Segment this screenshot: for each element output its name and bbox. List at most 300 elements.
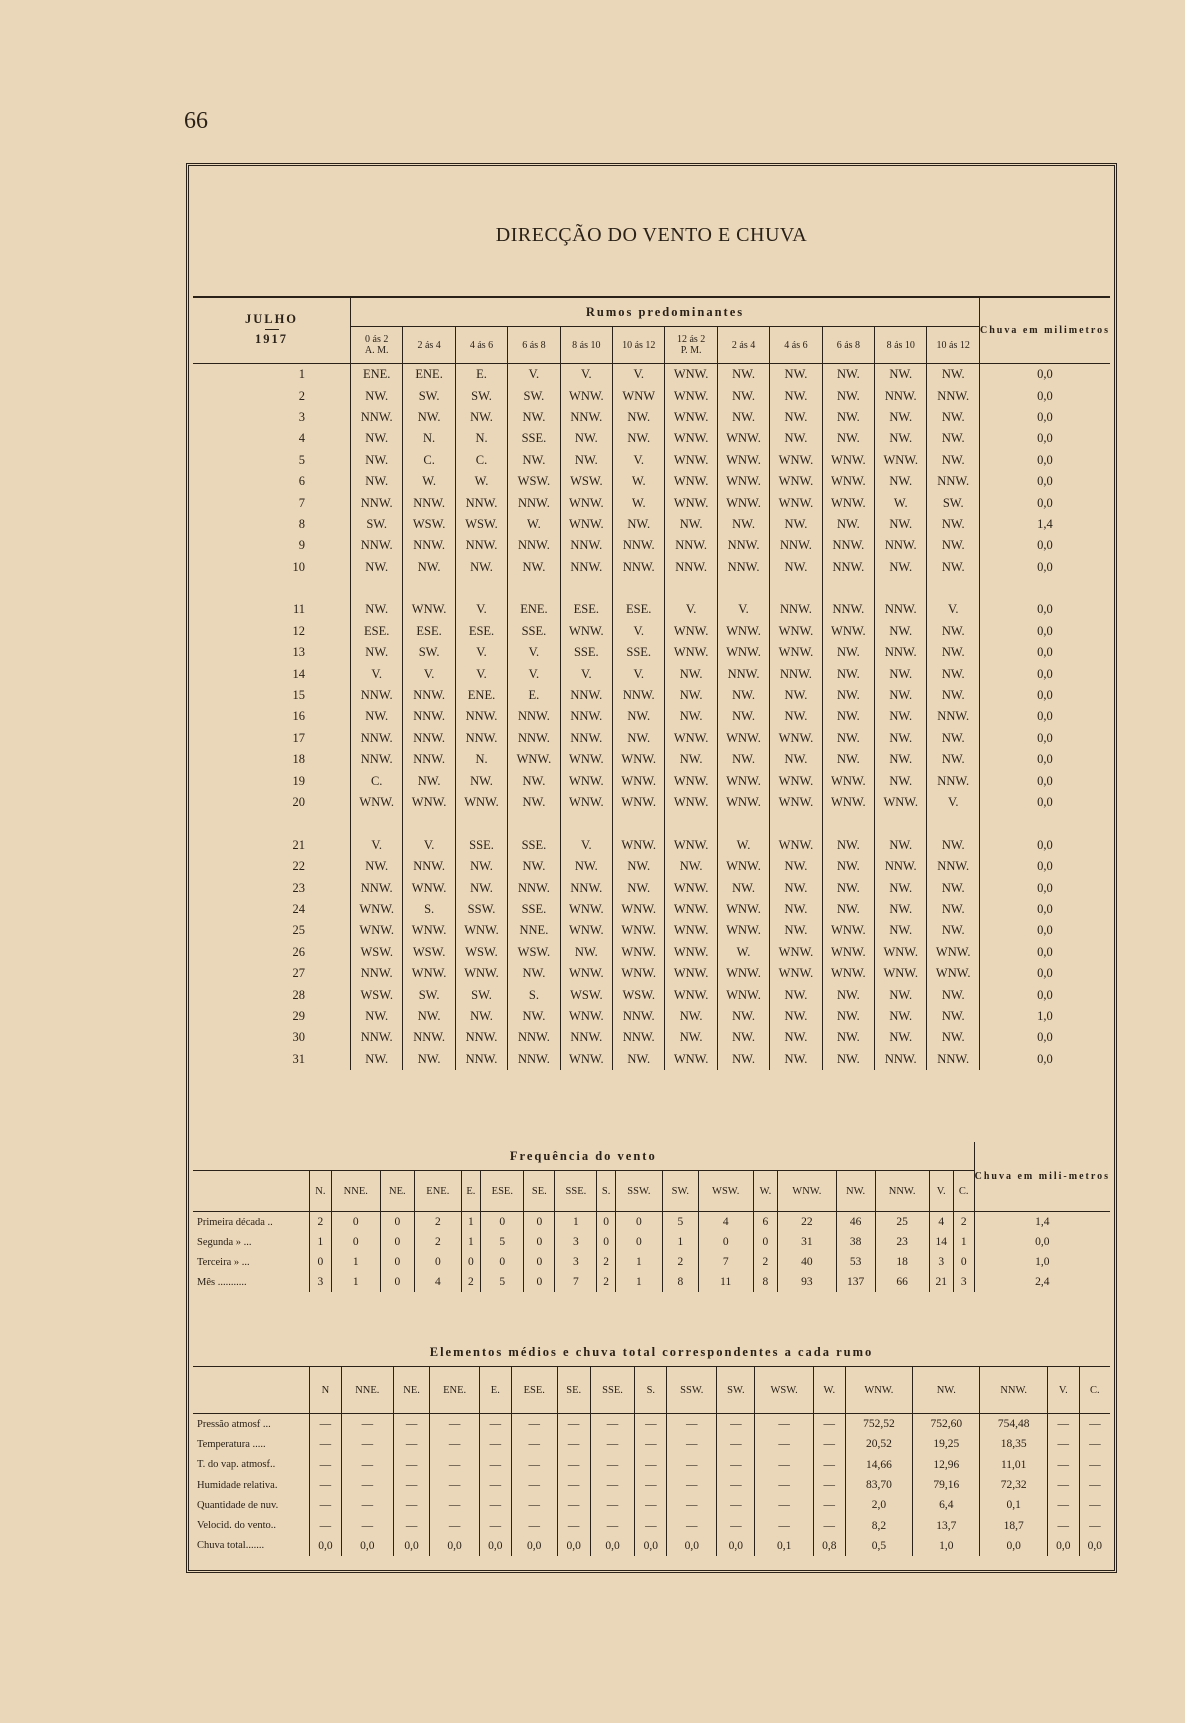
direction-cell: NW. bbox=[927, 685, 980, 706]
row-label: Quantidade de nuv. bbox=[193, 1495, 310, 1515]
table-row bbox=[193, 1434, 1110, 1454]
direction-cell: NW. bbox=[717, 877, 769, 898]
direction-cell: WNW. bbox=[770, 963, 822, 984]
table-row bbox=[193, 1212, 1110, 1233]
table-row bbox=[193, 1006, 1110, 1027]
direction-cell: WNW. bbox=[770, 942, 822, 963]
direction-cell: NNW. bbox=[351, 963, 403, 984]
frequency-cell: 31 bbox=[778, 1232, 836, 1252]
direction-cell: NNW. bbox=[770, 663, 822, 684]
gap-cell bbox=[455, 578, 507, 599]
gap-cell bbox=[927, 578, 980, 599]
day-cell: 17 bbox=[193, 728, 351, 749]
gap-cell bbox=[508, 813, 560, 834]
direction-cell: V. bbox=[455, 642, 507, 663]
direction-cell: WNW. bbox=[875, 450, 927, 471]
element-cell: — bbox=[755, 1515, 814, 1535]
direction-cell: V. bbox=[455, 599, 507, 620]
rain-cell: 1,0 bbox=[974, 1252, 1110, 1272]
element-cell: — bbox=[1089, 1499, 1101, 1512]
day-cell: 22 bbox=[193, 856, 351, 877]
frequency-cell: 2 bbox=[597, 1272, 615, 1292]
direction-cell: NW. bbox=[875, 1027, 927, 1048]
element-cell: — bbox=[479, 1414, 511, 1435]
frequency-cell: 1 bbox=[555, 1212, 597, 1233]
element-cell: 83,70 bbox=[845, 1475, 912, 1495]
element-cell: 752,60 bbox=[913, 1414, 980, 1435]
mean-elements-body bbox=[193, 1414, 1110, 1557]
direction-cell: NNW. bbox=[351, 1027, 403, 1048]
direction-header-cell: ESE. bbox=[481, 1171, 524, 1212]
direction-cell: NW. bbox=[613, 407, 665, 428]
direction-cell: NW. bbox=[770, 428, 822, 449]
rain-cell: 0,0 bbox=[979, 706, 1110, 727]
element-cell: — bbox=[430, 1495, 480, 1515]
direction-cell: NW. bbox=[875, 899, 927, 920]
direction-cell: WNW. bbox=[770, 728, 822, 749]
direction-cell: NW. bbox=[822, 1006, 874, 1027]
direction-cell: WNW. bbox=[717, 920, 769, 941]
element-cell: 1,0 bbox=[913, 1536, 980, 1556]
element-cell: — bbox=[667, 1414, 717, 1435]
element-cell: — bbox=[430, 1455, 480, 1475]
direction-cell: NW. bbox=[875, 514, 927, 535]
frequency-cell: 2 bbox=[414, 1232, 461, 1252]
direction-cell: WNW. bbox=[665, 920, 717, 941]
direction-cell: WNW. bbox=[822, 621, 874, 642]
frequency-cell: 25 bbox=[875, 1212, 929, 1233]
element-cell: — bbox=[667, 1455, 717, 1475]
direction-cell: WNW. bbox=[822, 770, 874, 791]
element-cell: — bbox=[590, 1495, 635, 1515]
direction-cell: NW. bbox=[613, 514, 665, 535]
direction-cell: NW. bbox=[717, 407, 769, 428]
element-cell: — bbox=[1089, 1458, 1101, 1471]
direction-cell: NW. bbox=[875, 685, 927, 706]
direction-cell: C. bbox=[455, 450, 507, 471]
direction-cell: NNW. bbox=[770, 535, 822, 556]
direction-cell: NW. bbox=[822, 706, 874, 727]
element-cell: — bbox=[667, 1475, 717, 1495]
direction-cell: NW. bbox=[717, 685, 769, 706]
direction-cell: ESE. bbox=[560, 599, 612, 620]
direction-cell: WSW. bbox=[455, 942, 507, 963]
element-cell: — bbox=[635, 1434, 667, 1454]
frequency-cell: 0 bbox=[380, 1212, 414, 1233]
direction-cell: NW. bbox=[351, 1049, 403, 1070]
rain-cell: 0,0 bbox=[979, 942, 1110, 963]
element-cell: 0,0 bbox=[557, 1536, 590, 1556]
direction-cell: WNW. bbox=[822, 492, 874, 513]
time-header-cell bbox=[560, 327, 612, 364]
direction-cell: NNW. bbox=[613, 1006, 665, 1027]
frequency-cell: 2 bbox=[662, 1252, 698, 1272]
direction-cell: NNW. bbox=[403, 492, 455, 513]
row-label: T. do vap. atmosf.. bbox=[193, 1455, 310, 1475]
direction-cell: NW. bbox=[875, 428, 927, 449]
element-cell: — bbox=[393, 1495, 429, 1515]
direction-cell: NNW. bbox=[560, 1027, 612, 1048]
element-cell: — bbox=[717, 1495, 755, 1515]
element-cell: — bbox=[479, 1434, 511, 1454]
element-cell: — bbox=[813, 1515, 845, 1535]
direction-cell: SW. bbox=[508, 385, 560, 406]
direction-cell: NNW. bbox=[508, 1027, 560, 1048]
direction-cell: WNW. bbox=[403, 920, 455, 941]
direction-cell: WNW. bbox=[717, 428, 769, 449]
wind-frequency-table bbox=[193, 1142, 1110, 1292]
direction-cell: WNW. bbox=[717, 471, 769, 492]
element-cell: — bbox=[717, 1455, 755, 1475]
direction-cell: WNW. bbox=[875, 963, 927, 984]
rain-cell: 0,0 bbox=[979, 557, 1110, 578]
direction-cell: NW. bbox=[822, 407, 874, 428]
direction-cell: NW. bbox=[717, 385, 769, 406]
gap-cell bbox=[455, 813, 507, 834]
frequency-cell: 0 bbox=[414, 1252, 461, 1272]
rain-cell: 0,0 bbox=[979, 792, 1110, 813]
day-cell: 9 bbox=[193, 535, 351, 556]
direction-cell: WNW. bbox=[927, 963, 980, 984]
element-cell: — bbox=[1089, 1519, 1101, 1532]
rain-cell: 0,0 bbox=[974, 1232, 1110, 1252]
direction-header-cell: W. bbox=[813, 1367, 845, 1414]
element-cell: 0,5 bbox=[845, 1536, 912, 1556]
table-row bbox=[193, 1252, 1110, 1272]
time-label: 8 ás 10 bbox=[572, 339, 601, 351]
direction-cell: NW. bbox=[875, 364, 927, 386]
direction-cell: NW. bbox=[770, 1006, 822, 1027]
element-cell: 0,0 bbox=[479, 1536, 511, 1556]
rain-cell: 0,0 bbox=[979, 835, 1110, 856]
rain-cell: 1,4 bbox=[979, 514, 1110, 535]
direction-cell: WNW. bbox=[613, 835, 665, 856]
direction-cell: NW. bbox=[770, 385, 822, 406]
direction-cell: WNW. bbox=[665, 492, 717, 513]
direction-cell: NW. bbox=[927, 1027, 980, 1048]
rain-cell: 0,0 bbox=[979, 385, 1110, 406]
direction-header-cell: ESE. bbox=[511, 1367, 557, 1414]
element-cell: 12,96 bbox=[913, 1455, 980, 1475]
time-label: 12 ás 2 bbox=[676, 334, 706, 345]
direction-cell: WNW. bbox=[560, 920, 612, 941]
direction-header-cell: S. bbox=[597, 1171, 615, 1212]
table-row bbox=[193, 471, 1110, 492]
direction-cell: WNW. bbox=[613, 942, 665, 963]
direction-cell: V. bbox=[560, 364, 612, 386]
element-cell: — bbox=[717, 1414, 755, 1435]
direction-cell: WSW. bbox=[455, 514, 507, 535]
direction-cell: NNW. bbox=[508, 728, 560, 749]
table-row bbox=[193, 663, 1110, 684]
direction-cell: ESE. bbox=[613, 599, 665, 620]
direction-cell: WNW. bbox=[665, 1049, 717, 1070]
month-year-header bbox=[193, 298, 351, 364]
direction-cell: NNW. bbox=[351, 685, 403, 706]
mean-elements-caption: Elementos médios e chuva total correspondentes a cada rumo bbox=[193, 1338, 1110, 1367]
day-cell: 6 bbox=[193, 471, 351, 492]
element-cell: — bbox=[430, 1515, 480, 1535]
direction-header-cell: V. bbox=[1047, 1367, 1079, 1414]
table-row bbox=[193, 1414, 1110, 1435]
frequency-cell: 0 bbox=[380, 1252, 414, 1272]
direction-cell: ESE. bbox=[455, 621, 507, 642]
time-header-cell bbox=[613, 327, 665, 364]
direction-cell: NW. bbox=[770, 407, 822, 428]
direction-header-cell: NNW. bbox=[980, 1367, 1047, 1414]
direction-cell: NW. bbox=[927, 899, 980, 920]
frequency-cell: 1 bbox=[953, 1232, 974, 1252]
direction-cell: WNW. bbox=[560, 385, 612, 406]
direction-cell: NW. bbox=[927, 663, 980, 684]
rain-cell: 0,0 bbox=[979, 984, 1110, 1005]
direction-cell: NNW. bbox=[717, 535, 769, 556]
direction-cell: V. bbox=[403, 663, 455, 684]
direction-cell: ESE. bbox=[351, 621, 403, 642]
rain-cell: 0,0 bbox=[979, 728, 1110, 749]
direction-cell: NW. bbox=[560, 942, 612, 963]
wind-direction-table bbox=[193, 298, 1110, 1070]
frequency-cell: 8 bbox=[662, 1272, 698, 1292]
frequency-cell: 4 bbox=[414, 1272, 461, 1292]
mean-elements-table bbox=[193, 1338, 1110, 1556]
direction-cell: WSW. bbox=[351, 942, 403, 963]
element-cell: — bbox=[557, 1434, 590, 1454]
direction-cell: NW. bbox=[717, 1027, 769, 1048]
time-label: 6 ás 8 bbox=[836, 339, 861, 351]
direction-header-cell: NE. bbox=[393, 1367, 429, 1414]
decade-gap-row bbox=[193, 813, 1110, 834]
direction-cell: WNW. bbox=[351, 920, 403, 941]
direction-cell: NW. bbox=[770, 514, 822, 535]
frequency-cell: 0 bbox=[524, 1272, 555, 1292]
direction-cell: NNW. bbox=[560, 535, 612, 556]
direction-cell: W. bbox=[875, 492, 927, 513]
direction-cell: NW. bbox=[927, 1006, 980, 1027]
frequency-cell: 4 bbox=[929, 1212, 953, 1233]
chuva-header-label: Chuva em milimetros bbox=[979, 325, 1110, 336]
table-row bbox=[193, 984, 1110, 1005]
direction-cell: WNW. bbox=[717, 450, 769, 471]
direction-cell: WSW. bbox=[508, 942, 560, 963]
direction-cell: NW. bbox=[351, 428, 403, 449]
direction-cell: WNW. bbox=[613, 920, 665, 941]
direction-cell: WNW. bbox=[560, 899, 612, 920]
direction-cell: NW. bbox=[927, 407, 980, 428]
rain-cell: 0,0 bbox=[979, 749, 1110, 770]
direction-cell: C. bbox=[403, 450, 455, 471]
gap-cell bbox=[560, 813, 612, 834]
table-row bbox=[193, 1455, 1110, 1475]
frequency-cell: 0 bbox=[597, 1212, 615, 1233]
gap-cell bbox=[875, 578, 927, 599]
direction-cell: NW. bbox=[613, 877, 665, 898]
direction-cell: NW. bbox=[927, 984, 980, 1005]
element-cell: — bbox=[667, 1434, 717, 1454]
direction-cell: E. bbox=[508, 685, 560, 706]
gap-cell bbox=[508, 578, 560, 599]
time-label: 2 ás 4 bbox=[731, 339, 756, 351]
day-cell: 27 bbox=[193, 963, 351, 984]
direction-cell: WNW. bbox=[717, 899, 769, 920]
direction-cell: NW. bbox=[927, 835, 980, 856]
direction-cell: NNW. bbox=[822, 599, 874, 620]
direction-cell: WNW. bbox=[665, 963, 717, 984]
direction-cell: S. bbox=[403, 899, 455, 920]
direction-cell: WNW. bbox=[927, 942, 980, 963]
rain-cell: 0,0 bbox=[979, 471, 1110, 492]
gap-cell bbox=[665, 578, 717, 599]
time-header-cell bbox=[717, 327, 769, 364]
day-cell: 29 bbox=[193, 1006, 351, 1027]
direction-cell: NW. bbox=[770, 364, 822, 386]
element-cell: — bbox=[755, 1434, 814, 1454]
direction-cell: WSW. bbox=[351, 984, 403, 1005]
element-cell: 0,0 bbox=[1047, 1536, 1079, 1556]
direction-cell: NNW. bbox=[508, 706, 560, 727]
direction-cell: WSW. bbox=[560, 984, 612, 1005]
direction-cell: NNW. bbox=[455, 706, 507, 727]
day-cell: 7 bbox=[193, 492, 351, 513]
direction-cell: WNW. bbox=[455, 792, 507, 813]
direction-cell: V. bbox=[560, 663, 612, 684]
direction-cell: WNW. bbox=[770, 450, 822, 471]
element-cell: — bbox=[667, 1515, 717, 1535]
direction-cell: NW. bbox=[508, 450, 560, 471]
direction-cell: WNW. bbox=[665, 984, 717, 1005]
rain-cell: 0,0 bbox=[979, 450, 1110, 471]
direction-cell: WNW. bbox=[717, 963, 769, 984]
direction-cell: WNW. bbox=[717, 856, 769, 877]
direction-cell: NNW. bbox=[560, 728, 612, 749]
element-cell: — bbox=[393, 1455, 429, 1475]
direction-cell: SSE. bbox=[508, 835, 560, 856]
direction-cell: NW. bbox=[717, 1049, 769, 1070]
direction-header-cell: C. bbox=[953, 1171, 974, 1212]
element-cell: — bbox=[341, 1455, 393, 1475]
direction-header-cell: ENE. bbox=[430, 1367, 480, 1414]
frequency-cell: 1 bbox=[461, 1212, 481, 1233]
direction-cell: NW. bbox=[927, 728, 980, 749]
direction-cell: WNW. bbox=[665, 899, 717, 920]
direction-cell: NNW. bbox=[351, 535, 403, 556]
frequency-cell: 8 bbox=[753, 1272, 777, 1292]
direction-cell: SSE. bbox=[508, 621, 560, 642]
direction-cell: NW. bbox=[822, 899, 874, 920]
table-row bbox=[193, 1049, 1110, 1070]
direction-cell: NW. bbox=[613, 728, 665, 749]
direction-cell: NW. bbox=[822, 856, 874, 877]
frequency-cell: 53 bbox=[836, 1252, 875, 1272]
element-cell: 0,0 bbox=[341, 1536, 393, 1556]
gap-cell bbox=[717, 813, 769, 834]
element-cell: 79,16 bbox=[913, 1475, 980, 1495]
element-cell: — bbox=[1089, 1479, 1101, 1492]
element-cell: — bbox=[430, 1434, 480, 1454]
element-cell: — bbox=[755, 1455, 814, 1475]
frequency-cell: 1 bbox=[331, 1272, 380, 1292]
frequency-cell: 2 bbox=[461, 1272, 481, 1292]
direction-cell: WNW. bbox=[770, 471, 822, 492]
element-cell: — bbox=[310, 1495, 342, 1515]
direction-cell: NNE. bbox=[508, 920, 560, 941]
frequency-cell: 0 bbox=[524, 1212, 555, 1233]
element-cell: — bbox=[430, 1414, 480, 1435]
element-cell: — bbox=[1047, 1515, 1079, 1535]
day-cell: 24 bbox=[193, 899, 351, 920]
direction-cell: WNW. bbox=[717, 621, 769, 642]
direction-header-cell: WNW. bbox=[778, 1171, 836, 1212]
time-header-cell bbox=[403, 327, 455, 364]
direction-cell: V. bbox=[665, 599, 717, 620]
table-row bbox=[193, 749, 1110, 770]
gap-cell bbox=[717, 578, 769, 599]
direction-cell: NW. bbox=[351, 706, 403, 727]
direction-cell: NW. bbox=[508, 792, 560, 813]
element-cell: 0,0 bbox=[717, 1536, 755, 1556]
direction-cell: NW. bbox=[875, 728, 927, 749]
frequency-cell: 2 bbox=[597, 1252, 615, 1272]
element-cell: — bbox=[635, 1515, 667, 1535]
direction-cell: NW. bbox=[770, 1027, 822, 1048]
direction-cell: NW. bbox=[875, 407, 927, 428]
direction-header-cell: E. bbox=[479, 1367, 511, 1414]
blank-cell bbox=[193, 1367, 310, 1414]
time-label: 0 ás 2 bbox=[365, 334, 389, 345]
direction-header-cell: NE. bbox=[380, 1171, 414, 1212]
day-cell: 23 bbox=[193, 877, 351, 898]
frequency-direction-row bbox=[193, 1171, 1110, 1212]
time-header-cell bbox=[927, 327, 980, 364]
direction-cell: NNW. bbox=[875, 599, 927, 620]
direction-cell: NW. bbox=[770, 749, 822, 770]
direction-cell: NW. bbox=[875, 471, 927, 492]
direction-cell: WNW. bbox=[665, 428, 717, 449]
direction-cell: NW. bbox=[455, 856, 507, 877]
rain-cell: 0,0 bbox=[979, 407, 1110, 428]
direction-header-cell: NNW. bbox=[875, 1171, 929, 1212]
frequency-cell: 23 bbox=[875, 1232, 929, 1252]
direction-cell: NW. bbox=[455, 1006, 507, 1027]
direction-cell: WNW. bbox=[613, 963, 665, 984]
element-cell: — bbox=[310, 1414, 342, 1435]
table-row bbox=[193, 385, 1110, 406]
frequency-cell: 7 bbox=[555, 1272, 597, 1292]
direction-cell: V. bbox=[403, 835, 455, 856]
element-cell: — bbox=[813, 1475, 845, 1495]
day-cell: 1 bbox=[193, 364, 351, 386]
direction-cell: NW. bbox=[508, 557, 560, 578]
direction-cell: NW. bbox=[927, 364, 980, 386]
frequency-cell: 14 bbox=[929, 1232, 953, 1252]
direction-cell: N. bbox=[455, 749, 507, 770]
frequency-cell: 3 bbox=[929, 1252, 953, 1272]
direction-cell: WNW. bbox=[717, 984, 769, 1005]
direction-cell: NW. bbox=[665, 1006, 717, 1027]
table-row bbox=[193, 685, 1110, 706]
element-cell: — bbox=[667, 1495, 717, 1515]
direction-header-cell: NNE. bbox=[331, 1171, 380, 1212]
direction-cell: WNW. bbox=[717, 770, 769, 791]
direction-cell: WNW. bbox=[665, 471, 717, 492]
direction-cell: NNW. bbox=[560, 706, 612, 727]
element-cell: — bbox=[590, 1414, 635, 1435]
rain-cell: 0,0 bbox=[979, 621, 1110, 642]
day-cell: 2 bbox=[193, 385, 351, 406]
frequency-cell: 0 bbox=[615, 1212, 662, 1233]
time-label: 8 ás 10 bbox=[886, 339, 915, 351]
row-label: Humidade relativa. bbox=[193, 1475, 310, 1495]
